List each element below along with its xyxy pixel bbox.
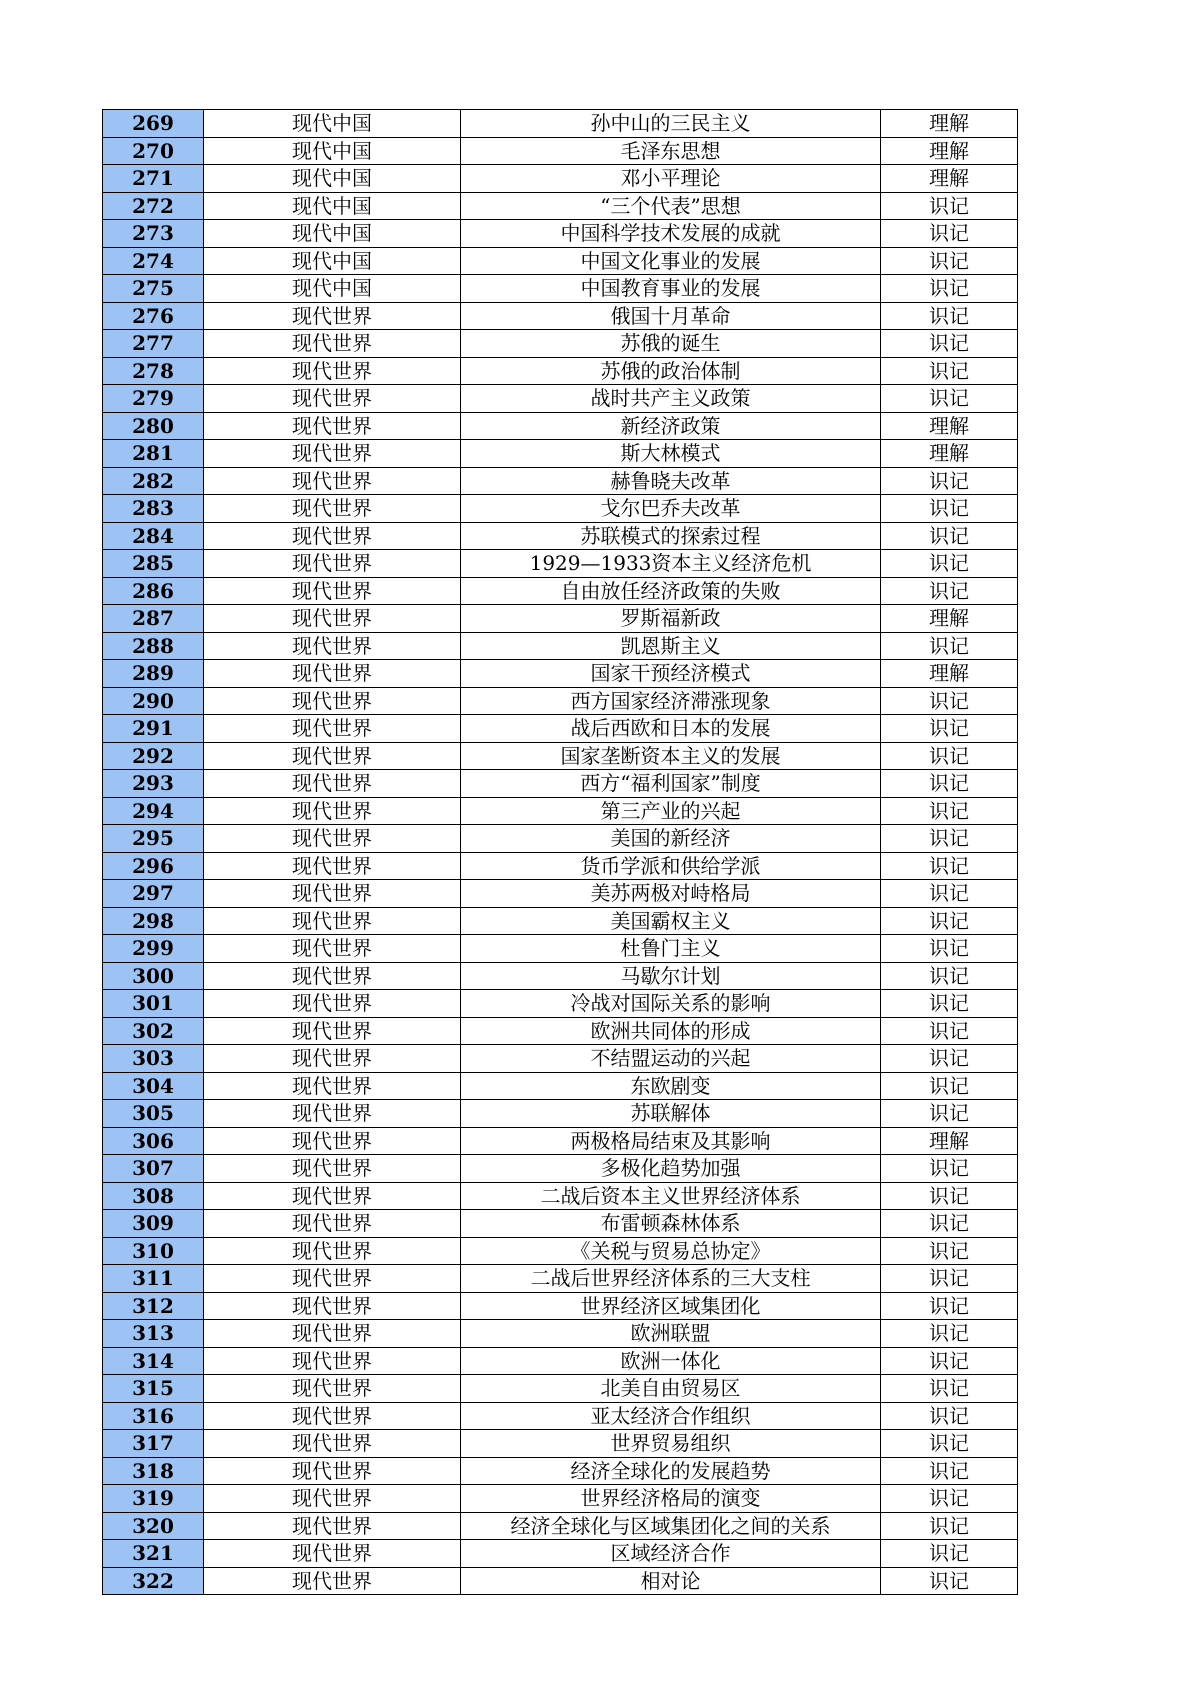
category-cell[interactable]: 现代中国 bbox=[204, 137, 461, 165]
level-cell[interactable]: 识记 bbox=[881, 302, 1018, 330]
row-number-cell[interactable]: 304 bbox=[103, 1072, 204, 1100]
table-row bbox=[103, 1512, 1018, 1540]
category-cell[interactable]: 现代世界 bbox=[204, 880, 461, 908]
topic-cell[interactable]: 经济全球化与区域集团化之间的关系 bbox=[461, 1512, 881, 1540]
topic-cell[interactable]: 相对论 bbox=[461, 1567, 881, 1595]
table-row bbox=[103, 165, 1018, 193]
table-row bbox=[103, 770, 1018, 798]
category-cell[interactable]: 现代世界 bbox=[204, 1265, 461, 1293]
topic-cell[interactable]: 世界贸易组织 bbox=[461, 1430, 881, 1458]
level-cell[interactable]: 识记 bbox=[881, 1182, 1018, 1210]
category-cell[interactable]: 现代中国 bbox=[204, 275, 461, 303]
row-number-cell[interactable]: 291 bbox=[103, 715, 204, 743]
topic-cell[interactable]: 国家干预经济模式 bbox=[461, 660, 881, 688]
topic-cell[interactable]: 苏俄的政治体制 bbox=[461, 357, 881, 385]
row-number-cell[interactable]: 271 bbox=[103, 165, 204, 193]
level-cell[interactable]: 识记 bbox=[881, 220, 1018, 248]
category-cell[interactable]: 现代世界 bbox=[204, 1127, 461, 1155]
row-number-cell[interactable]: 317 bbox=[103, 1430, 204, 1458]
level-cell[interactable]: 识记 bbox=[881, 1072, 1018, 1100]
row-number-cell[interactable]: 297 bbox=[103, 880, 204, 908]
topic-cell[interactable]: 毛泽东思想 bbox=[461, 137, 881, 165]
level-cell[interactable]: 识记 bbox=[881, 1485, 1018, 1513]
topic-cell[interactable]: 苏联解体 bbox=[461, 1100, 881, 1128]
category-cell[interactable]: 现代中国 bbox=[204, 110, 461, 138]
table-row bbox=[103, 660, 1018, 688]
table-row bbox=[103, 412, 1018, 440]
category-cell[interactable]: 现代世界 bbox=[204, 605, 461, 633]
row-number-cell[interactable]: 298 bbox=[103, 907, 204, 935]
row-number-cell[interactable]: 294 bbox=[103, 797, 204, 825]
topic-cell[interactable]: 凯恩斯主义 bbox=[461, 632, 881, 660]
level-cell[interactable]: 识记 bbox=[881, 632, 1018, 660]
table-row bbox=[103, 1320, 1018, 1348]
row-number-cell[interactable]: 303 bbox=[103, 1045, 204, 1073]
row-number-cell[interactable]: 301 bbox=[103, 990, 204, 1018]
table-row bbox=[103, 742, 1018, 770]
table-row bbox=[103, 522, 1018, 550]
row-number-cell[interactable]: 296 bbox=[103, 852, 204, 880]
category-cell[interactable]: 现代世界 bbox=[204, 1045, 461, 1073]
category-cell[interactable]: 现代世界 bbox=[204, 1567, 461, 1595]
level-cell[interactable]: 识记 bbox=[881, 522, 1018, 550]
table-row bbox=[103, 357, 1018, 385]
level-cell[interactable]: 识记 bbox=[881, 1265, 1018, 1293]
topic-cell[interactable]: 二战后资本主义世界经济体系 bbox=[461, 1182, 881, 1210]
category-cell[interactable]: 现代世界 bbox=[204, 687, 461, 715]
row-number-cell[interactable]: 269 bbox=[103, 110, 204, 138]
topic-cell[interactable]: 美国霸权主义 bbox=[461, 907, 881, 935]
category-cell[interactable]: 现代世界 bbox=[204, 660, 461, 688]
table-row bbox=[103, 935, 1018, 963]
category-cell[interactable]: 现代世界 bbox=[204, 385, 461, 413]
row-number-cell[interactable]: 316 bbox=[103, 1402, 204, 1430]
row-number-cell[interactable]: 307 bbox=[103, 1155, 204, 1183]
topic-cell[interactable]: 经济全球化的发展趋势 bbox=[461, 1457, 881, 1485]
level-cell[interactable]: 理解 bbox=[881, 412, 1018, 440]
category-cell[interactable]: 现代世界 bbox=[204, 412, 461, 440]
level-cell[interactable]: 识记 bbox=[881, 1402, 1018, 1430]
level-cell[interactable]: 理解 bbox=[881, 605, 1018, 633]
table-row bbox=[103, 1292, 1018, 1320]
table-row bbox=[103, 1100, 1018, 1128]
topic-cell[interactable]: 北美自由贸易区 bbox=[461, 1375, 881, 1403]
level-cell[interactable]: 识记 bbox=[881, 825, 1018, 853]
row-number-cell[interactable]: 295 bbox=[103, 825, 204, 853]
level-cell[interactable]: 识记 bbox=[881, 852, 1018, 880]
level-cell[interactable]: 识记 bbox=[881, 1155, 1018, 1183]
row-number-cell[interactable]: 288 bbox=[103, 632, 204, 660]
topic-cell[interactable]: 自由放任经济政策的失败 bbox=[461, 577, 881, 605]
topic-cell[interactable]: 欧洲联盟 bbox=[461, 1320, 881, 1348]
level-cell[interactable]: 识记 bbox=[881, 1375, 1018, 1403]
category-cell[interactable]: 现代世界 bbox=[204, 1100, 461, 1128]
category-cell[interactable]: 现代世界 bbox=[204, 1485, 461, 1513]
level-cell[interactable]: 识记 bbox=[881, 577, 1018, 605]
category-cell[interactable]: 现代世界 bbox=[204, 825, 461, 853]
category-cell[interactable]: 现代世界 bbox=[204, 1292, 461, 1320]
level-cell[interactable]: 识记 bbox=[881, 357, 1018, 385]
level-cell[interactable]: 理解 bbox=[881, 1127, 1018, 1155]
table-row bbox=[103, 605, 1018, 633]
row-number-cell[interactable]: 305 bbox=[103, 1100, 204, 1128]
topic-cell[interactable]: 东欧剧变 bbox=[461, 1072, 881, 1100]
category-cell[interactable]: 现代世界 bbox=[204, 852, 461, 880]
topic-cell[interactable]: 西方“福利国家”制度 bbox=[461, 770, 881, 798]
topic-cell[interactable]: 中国教育事业的发展 bbox=[461, 275, 881, 303]
level-cell[interactable]: 识记 bbox=[881, 247, 1018, 275]
table-row bbox=[103, 220, 1018, 248]
row-number-cell[interactable]: 306 bbox=[103, 1127, 204, 1155]
row-number-cell[interactable]: 277 bbox=[103, 330, 204, 358]
level-cell[interactable]: 识记 bbox=[881, 770, 1018, 798]
topic-cell[interactable]: 美国的新经济 bbox=[461, 825, 881, 853]
category-cell[interactable]: 现代世界 bbox=[204, 357, 461, 385]
topic-cell[interactable]: 两极格局结束及其影响 bbox=[461, 1127, 881, 1155]
topic-cell[interactable]: 欧洲一体化 bbox=[461, 1347, 881, 1375]
topic-cell[interactable]: 新经济政策 bbox=[461, 412, 881, 440]
category-cell[interactable]: 现代世界 bbox=[204, 797, 461, 825]
category-cell[interactable]: 现代世界 bbox=[204, 1072, 461, 1100]
table-row bbox=[103, 1265, 1018, 1293]
category-cell[interactable]: 现代世界 bbox=[204, 1237, 461, 1265]
category-cell[interactable]: 现代世界 bbox=[204, 330, 461, 358]
level-cell[interactable]: 识记 bbox=[881, 1017, 1018, 1045]
row-number-cell[interactable]: 322 bbox=[103, 1567, 204, 1595]
row-number-cell[interactable]: 310 bbox=[103, 1237, 204, 1265]
row-number-cell[interactable]: 290 bbox=[103, 687, 204, 715]
level-cell[interactable]: 识记 bbox=[881, 1512, 1018, 1540]
row-number-cell[interactable]: 292 bbox=[103, 742, 204, 770]
row-number-cell[interactable]: 319 bbox=[103, 1485, 204, 1513]
category-cell[interactable]: 现代世界 bbox=[204, 715, 461, 743]
row-number-cell[interactable]: 284 bbox=[103, 522, 204, 550]
level-cell[interactable]: 理解 bbox=[881, 137, 1018, 165]
table-row bbox=[103, 1430, 1018, 1458]
table-row bbox=[103, 1540, 1018, 1568]
level-cell[interactable]: 识记 bbox=[881, 935, 1018, 963]
topic-cell[interactable]: 货币学派和供给学派 bbox=[461, 852, 881, 880]
topic-cell[interactable]: 西方国家经济滞涨现象 bbox=[461, 687, 881, 715]
topic-cell[interactable]: 赫鲁晓夫改革 bbox=[461, 467, 881, 495]
table-row bbox=[103, 797, 1018, 825]
topic-cell[interactable]: 斯大林模式 bbox=[461, 440, 881, 468]
level-cell[interactable]: 理解 bbox=[881, 110, 1018, 138]
table-row bbox=[103, 962, 1018, 990]
row-number-cell[interactable]: 273 bbox=[103, 220, 204, 248]
category-cell[interactable]: 现代世界 bbox=[204, 742, 461, 770]
row-number-cell[interactable]: 274 bbox=[103, 247, 204, 275]
row-number-cell[interactable]: 279 bbox=[103, 385, 204, 413]
row-number-cell[interactable]: 276 bbox=[103, 302, 204, 330]
topic-cell[interactable]: 中国文化事业的发展 bbox=[461, 247, 881, 275]
level-cell[interactable]: 识记 bbox=[881, 275, 1018, 303]
topic-cell[interactable]: 1929—1933资本主义经济危机 bbox=[461, 550, 881, 578]
topic-cell[interactable]: 多极化趋势加强 bbox=[461, 1155, 881, 1183]
topic-cell[interactable]: 布雷顿森林体系 bbox=[461, 1210, 881, 1238]
category-cell[interactable]: 现代世界 bbox=[204, 1430, 461, 1458]
level-cell[interactable]: 理解 bbox=[881, 165, 1018, 193]
level-cell[interactable]: 理解 bbox=[881, 440, 1018, 468]
level-cell[interactable]: 识记 bbox=[881, 495, 1018, 523]
category-cell[interactable]: 现代世界 bbox=[204, 467, 461, 495]
row-number-cell[interactable]: 278 bbox=[103, 357, 204, 385]
category-cell[interactable]: 现代世界 bbox=[204, 1540, 461, 1568]
table-row bbox=[103, 550, 1018, 578]
topic-cell[interactable]: 邓小平理论 bbox=[461, 165, 881, 193]
row-number-cell[interactable]: 312 bbox=[103, 1292, 204, 1320]
level-cell[interactable]: 识记 bbox=[881, 467, 1018, 495]
category-cell[interactable]: 现代世界 bbox=[204, 907, 461, 935]
table-row bbox=[103, 577, 1018, 605]
level-cell[interactable]: 识记 bbox=[881, 1100, 1018, 1128]
row-number-cell[interactable]: 299 bbox=[103, 935, 204, 963]
level-cell[interactable]: 识记 bbox=[881, 962, 1018, 990]
category-cell[interactable]: 现代世界 bbox=[204, 1375, 461, 1403]
category-cell[interactable]: 现代世界 bbox=[204, 1017, 461, 1045]
table-row bbox=[103, 192, 1018, 220]
topic-cell[interactable]: 亚太经济合作组织 bbox=[461, 1402, 881, 1430]
category-cell[interactable]: 现代世界 bbox=[204, 1155, 461, 1183]
topic-cell[interactable]: 杜鲁门主义 bbox=[461, 935, 881, 963]
topic-cell[interactable]: 罗斯福新政 bbox=[461, 605, 881, 633]
category-cell[interactable]: 现代世界 bbox=[204, 550, 461, 578]
row-number-cell[interactable]: 281 bbox=[103, 440, 204, 468]
table-row bbox=[103, 907, 1018, 935]
row-number-cell[interactable]: 321 bbox=[103, 1540, 204, 1568]
table-row bbox=[103, 715, 1018, 743]
row-number-cell[interactable]: 285 bbox=[103, 550, 204, 578]
topic-cell[interactable]: 苏联模式的探索过程 bbox=[461, 522, 881, 550]
topic-cell[interactable]: 孙中山的三民主义 bbox=[461, 110, 881, 138]
level-cell[interactable]: 识记 bbox=[881, 797, 1018, 825]
topic-cell[interactable]: 世界经济区域集团化 bbox=[461, 1292, 881, 1320]
category-cell[interactable]: 现代中国 bbox=[204, 192, 461, 220]
table-row bbox=[103, 1045, 1018, 1073]
level-cell[interactable]: 识记 bbox=[881, 742, 1018, 770]
row-number-cell[interactable]: 272 bbox=[103, 192, 204, 220]
level-cell[interactable]: 识记 bbox=[881, 192, 1018, 220]
table-row bbox=[103, 1457, 1018, 1485]
table-row bbox=[103, 330, 1018, 358]
table-row bbox=[103, 1485, 1018, 1513]
level-cell[interactable]: 识记 bbox=[881, 550, 1018, 578]
row-number-cell[interactable]: 311 bbox=[103, 1265, 204, 1293]
topic-cell[interactable]: 中国科学技术发展的成就 bbox=[461, 220, 881, 248]
row-number-cell[interactable]: 314 bbox=[103, 1347, 204, 1375]
topic-cell[interactable]: “三个代表”思想 bbox=[461, 192, 881, 220]
topic-cell[interactable]: 战后西欧和日本的发展 bbox=[461, 715, 881, 743]
topic-cell[interactable]: 俄国十月革命 bbox=[461, 302, 881, 330]
level-cell[interactable]: 识记 bbox=[881, 1320, 1018, 1348]
topic-cell[interactable]: 欧洲共同体的形成 bbox=[461, 1017, 881, 1045]
category-cell[interactable]: 现代世界 bbox=[204, 990, 461, 1018]
topic-cell[interactable]: 世界经济格局的演变 bbox=[461, 1485, 881, 1513]
table-row bbox=[103, 880, 1018, 908]
level-cell[interactable]: 识记 bbox=[881, 1430, 1018, 1458]
topic-cell[interactable]: 马歇尔计划 bbox=[461, 962, 881, 990]
table-row bbox=[103, 1017, 1018, 1045]
row-number-cell[interactable]: 286 bbox=[103, 577, 204, 605]
level-cell[interactable]: 识记 bbox=[881, 1347, 1018, 1375]
level-cell[interactable]: 识记 bbox=[881, 1457, 1018, 1485]
table-row bbox=[103, 385, 1018, 413]
row-number-cell[interactable]: 289 bbox=[103, 660, 204, 688]
category-cell[interactable]: 现代世界 bbox=[204, 770, 461, 798]
table-row bbox=[103, 1375, 1018, 1403]
table-row bbox=[103, 302, 1018, 330]
row-number-cell[interactable]: 275 bbox=[103, 275, 204, 303]
table-row bbox=[103, 1347, 1018, 1375]
table-row bbox=[103, 1127, 1018, 1155]
row-number-cell[interactable]: 313 bbox=[103, 1320, 204, 1348]
topic-cell[interactable]: 不结盟运动的兴起 bbox=[461, 1045, 881, 1073]
category-cell[interactable]: 现代世界 bbox=[204, 302, 461, 330]
topic-cell[interactable]: 苏俄的诞生 bbox=[461, 330, 881, 358]
level-cell[interactable]: 识记 bbox=[881, 907, 1018, 935]
table-row bbox=[103, 825, 1018, 853]
topic-cell[interactable]: 国家垄断资本主义的发展 bbox=[461, 742, 881, 770]
spreadsheet-table bbox=[102, 109, 1018, 1595]
category-cell[interactable]: 现代世界 bbox=[204, 495, 461, 523]
category-cell[interactable]: 现代世界 bbox=[204, 522, 461, 550]
row-number-cell[interactable]: 308 bbox=[103, 1182, 204, 1210]
level-cell[interactable]: 识记 bbox=[881, 990, 1018, 1018]
topic-cell[interactable]: 战时共产主义政策 bbox=[461, 385, 881, 413]
topic-cell[interactable]: 美苏两极对峙格局 bbox=[461, 880, 881, 908]
category-cell[interactable]: 现代世界 bbox=[204, 632, 461, 660]
table-row bbox=[103, 1182, 1018, 1210]
topic-cell[interactable]: 第三产业的兴起 bbox=[461, 797, 881, 825]
table-row bbox=[103, 852, 1018, 880]
row-number-cell[interactable]: 270 bbox=[103, 137, 204, 165]
category-cell[interactable]: 现代世界 bbox=[204, 1512, 461, 1540]
level-cell[interactable]: 识记 bbox=[881, 1045, 1018, 1073]
row-number-cell[interactable]: 287 bbox=[103, 605, 204, 633]
category-cell[interactable]: 现代世界 bbox=[204, 1347, 461, 1375]
row-number-cell[interactable]: 300 bbox=[103, 962, 204, 990]
row-number-cell[interactable]: 302 bbox=[103, 1017, 204, 1045]
table-row bbox=[103, 632, 1018, 660]
level-cell[interactable]: 识记 bbox=[881, 1567, 1018, 1595]
row-number-cell[interactable]: 318 bbox=[103, 1457, 204, 1485]
level-cell[interactable]: 识记 bbox=[881, 1237, 1018, 1265]
table-row bbox=[103, 1567, 1018, 1595]
table-row bbox=[103, 247, 1018, 275]
category-cell[interactable]: 现代世界 bbox=[204, 440, 461, 468]
table-row bbox=[103, 1072, 1018, 1100]
row-number-cell[interactable]: 309 bbox=[103, 1210, 204, 1238]
topic-cell[interactable]: 区域经济合作 bbox=[461, 1540, 881, 1568]
table-row bbox=[103, 687, 1018, 715]
category-cell[interactable]: 现代世界 bbox=[204, 1320, 461, 1348]
table-row bbox=[103, 440, 1018, 468]
row-number-cell[interactable]: 280 bbox=[103, 412, 204, 440]
row-number-cell[interactable]: 315 bbox=[103, 1375, 204, 1403]
topic-cell[interactable]: 戈尔巴乔夫改革 bbox=[461, 495, 881, 523]
level-cell[interactable]: 识记 bbox=[881, 880, 1018, 908]
topic-cell[interactable]: 二战后世界经济体系的三大支柱 bbox=[461, 1265, 881, 1293]
table-row bbox=[103, 1402, 1018, 1430]
table-row bbox=[103, 1237, 1018, 1265]
level-cell[interactable]: 识记 bbox=[881, 385, 1018, 413]
level-cell[interactable]: 识记 bbox=[881, 1292, 1018, 1320]
topic-cell[interactable]: 冷战对国际关系的影响 bbox=[461, 990, 881, 1018]
category-cell[interactable]: 现代世界 bbox=[204, 962, 461, 990]
table-row bbox=[103, 467, 1018, 495]
category-cell[interactable]: 现代世界 bbox=[204, 577, 461, 605]
level-cell[interactable]: 识记 bbox=[881, 330, 1018, 358]
table-row bbox=[103, 1210, 1018, 1238]
category-cell[interactable]: 现代世界 bbox=[204, 1457, 461, 1485]
level-cell[interactable]: 识记 bbox=[881, 1210, 1018, 1238]
level-cell[interactable]: 识记 bbox=[881, 715, 1018, 743]
category-cell[interactable]: 现代世界 bbox=[204, 1182, 461, 1210]
row-number-cell[interactable]: 283 bbox=[103, 495, 204, 523]
level-cell[interactable]: 识记 bbox=[881, 1540, 1018, 1568]
row-number-cell[interactable]: 282 bbox=[103, 467, 204, 495]
category-cell[interactable]: 现代中国 bbox=[204, 220, 461, 248]
table-row bbox=[103, 990, 1018, 1018]
topic-cell[interactable]: 《关税与贸易总协定》 bbox=[461, 1237, 881, 1265]
table-row bbox=[103, 495, 1018, 523]
category-cell[interactable]: 现代中国 bbox=[204, 165, 461, 193]
row-number-cell[interactable]: 320 bbox=[103, 1512, 204, 1540]
category-cell[interactable]: 现代世界 bbox=[204, 1402, 461, 1430]
level-cell[interactable]: 理解 bbox=[881, 660, 1018, 688]
table-body bbox=[103, 110, 1018, 1595]
category-cell[interactable]: 现代中国 bbox=[204, 247, 461, 275]
level-cell[interactable]: 识记 bbox=[881, 687, 1018, 715]
table-row bbox=[103, 137, 1018, 165]
table-row bbox=[103, 110, 1018, 138]
table-row bbox=[103, 275, 1018, 303]
category-cell[interactable]: 现代世界 bbox=[204, 1210, 461, 1238]
table-row bbox=[103, 1155, 1018, 1183]
row-number-cell[interactable]: 293 bbox=[103, 770, 204, 798]
category-cell[interactable]: 现代世界 bbox=[204, 935, 461, 963]
